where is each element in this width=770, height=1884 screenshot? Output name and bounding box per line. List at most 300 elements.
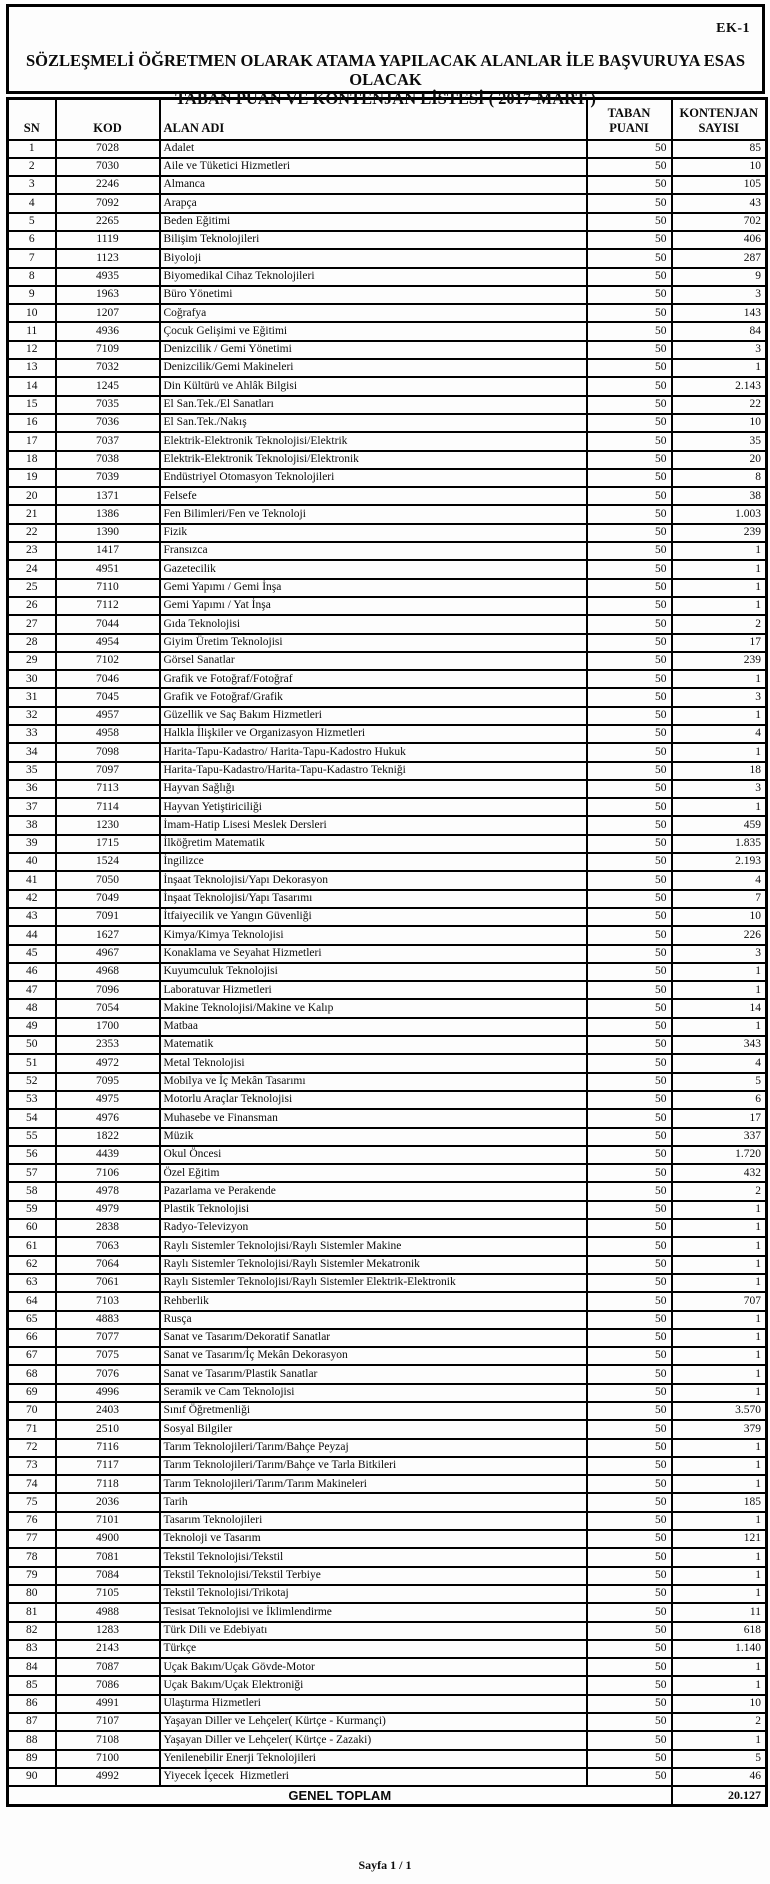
table-row xyxy=(8,1457,767,1475)
cell-alan-adi: Bilişim Teknolojileri xyxy=(160,231,587,249)
cell-kod: 1119 xyxy=(56,231,160,249)
table-row xyxy=(8,670,767,688)
cell-kod: 7100 xyxy=(56,1750,160,1768)
cell-sn: 7 xyxy=(8,249,56,267)
cell-kod: 4991 xyxy=(56,1695,160,1713)
cell-kontenjan-sayisi: 3 xyxy=(672,945,767,963)
cell-sn: 31 xyxy=(8,688,56,706)
cell-kontenjan-sayisi: 1 xyxy=(672,798,767,816)
cell-sn: 25 xyxy=(8,579,56,597)
cell-sn: 63 xyxy=(8,1274,56,1292)
cell-alan-adi: Metal Teknolojisi xyxy=(160,1054,587,1072)
cell-kod: 7096 xyxy=(56,981,160,999)
cell-alan-adi: Harita-Tapu-Kadastro/ Harita-Tapu-Kadostro Hukuk xyxy=(160,743,587,761)
col-header-sn: SN xyxy=(8,99,56,140)
cell-alan-adi: Coğrafya xyxy=(160,304,587,322)
table-row xyxy=(8,451,767,469)
cell-kontenjan-sayisi: 17 xyxy=(672,1109,767,1127)
cell-kod: 4975 xyxy=(56,1091,160,1109)
cell-sn: 69 xyxy=(8,1384,56,1402)
table-row xyxy=(8,322,767,340)
cell-kod: 4967 xyxy=(56,945,160,963)
cell-taban-puani: 50 xyxy=(587,505,672,523)
cell-alan-adi: Yenilenebilir Enerji Teknolojileri xyxy=(160,1750,587,1768)
cell-kontenjan-sayisi: 18 xyxy=(672,762,767,780)
cell-kod: 7037 xyxy=(56,432,160,450)
cell-kontenjan-sayisi: 20 xyxy=(672,451,767,469)
cell-taban-puani: 50 xyxy=(587,213,672,231)
cell-sn: 74 xyxy=(8,1475,56,1493)
table-row xyxy=(8,1256,767,1274)
cell-taban-puani: 50 xyxy=(587,286,672,304)
cell-kod: 7075 xyxy=(56,1347,160,1365)
cell-alan-adi: Sanat ve Tasarım/Plastik Sanatlar xyxy=(160,1365,587,1383)
cell-kod: 1627 xyxy=(56,926,160,944)
cell-alan-adi: İlköğretim Matematik xyxy=(160,835,587,853)
cell-alan-adi: Matematik xyxy=(160,1036,587,1054)
cell-alan-adi: Büro Yönetimi xyxy=(160,286,587,304)
cell-taban-puani: 50 xyxy=(587,1768,672,1786)
cell-kontenjan-sayisi: 1 xyxy=(672,359,767,377)
cell-kontenjan-sayisi: 343 xyxy=(672,1036,767,1054)
table-row xyxy=(8,634,767,652)
table-row xyxy=(8,743,767,761)
table-row xyxy=(8,469,767,487)
cell-sn: 76 xyxy=(8,1512,56,1530)
cell-alan-adi: Hayvan Sağlığı xyxy=(160,780,587,798)
table-row xyxy=(8,542,767,560)
cell-kontenjan-sayisi: 2.143 xyxy=(672,377,767,395)
document-body xyxy=(6,4,765,1807)
table-row xyxy=(8,707,767,725)
cell-alan-adi: İngilizce xyxy=(160,853,587,871)
cell-taban-puani: 50 xyxy=(587,1073,672,1091)
cell-kod: 7046 xyxy=(56,670,160,688)
table-row xyxy=(8,176,767,194)
cell-taban-puani: 50 xyxy=(587,652,672,670)
cell-alan-adi: Çocuk Gelişimi ve Eğitimi xyxy=(160,322,587,340)
table-row xyxy=(8,1713,767,1731)
cell-taban-puani: 50 xyxy=(587,981,672,999)
cell-kod: 7102 xyxy=(56,652,160,670)
cell-kod: 4958 xyxy=(56,725,160,743)
cell-alan-adi: Adalet xyxy=(160,140,587,158)
cell-sn: 27 xyxy=(8,615,56,633)
cell-kontenjan-sayisi: 1 xyxy=(672,1311,767,1329)
total-row xyxy=(8,1786,767,1805)
cell-taban-puani: 50 xyxy=(587,231,672,249)
table-row xyxy=(8,1750,767,1768)
table-row xyxy=(8,1530,767,1548)
cell-kod: 7091 xyxy=(56,908,160,926)
cell-kod: 7044 xyxy=(56,615,160,633)
table-row xyxy=(8,1201,767,1219)
cell-kod: 7050 xyxy=(56,871,160,889)
table-row xyxy=(8,432,767,450)
table-row xyxy=(8,1311,767,1329)
cell-sn: 24 xyxy=(8,560,56,578)
table-row xyxy=(8,579,767,597)
cell-taban-puani: 50 xyxy=(587,725,672,743)
cell-kontenjan-sayisi: 459 xyxy=(672,816,767,834)
cell-alan-adi: Grafik ve Fotoğraf/Grafik xyxy=(160,688,587,706)
cell-kod: 7084 xyxy=(56,1567,160,1585)
cell-kontenjan-sayisi: 6 xyxy=(672,1091,767,1109)
cell-kod: 7063 xyxy=(56,1237,160,1255)
cell-alan-adi: Tekstil Teknolojisi/Tekstil Terbiye xyxy=(160,1567,587,1585)
cell-alan-adi: Yaşayan Diller ve Lehçeler( Kürtçe - Kurmançi) xyxy=(160,1713,587,1731)
cell-kontenjan-sayisi: 7 xyxy=(672,890,767,908)
cell-kontenjan-sayisi: 10 xyxy=(672,158,767,176)
cell-sn: 83 xyxy=(8,1640,56,1658)
cell-kod: 7061 xyxy=(56,1274,160,1292)
cell-taban-puani: 50 xyxy=(587,615,672,633)
cell-kod: 7036 xyxy=(56,414,160,432)
cell-sn: 19 xyxy=(8,469,56,487)
cell-kod: 7113 xyxy=(56,780,160,798)
cell-sn: 30 xyxy=(8,670,56,688)
cell-kontenjan-sayisi: 1 xyxy=(672,707,767,725)
cell-kod: 4883 xyxy=(56,1311,160,1329)
cell-taban-puani: 50 xyxy=(587,194,672,212)
cell-kontenjan-sayisi: 1.720 xyxy=(672,1146,767,1164)
cell-alan-adi: Görsel Sanatlar xyxy=(160,652,587,670)
table-row xyxy=(8,1512,767,1530)
cell-kod: 1371 xyxy=(56,487,160,505)
cell-sn: 65 xyxy=(8,1311,56,1329)
cell-taban-puani: 50 xyxy=(587,1182,672,1200)
table-row xyxy=(8,1402,767,1420)
cell-taban-puani: 50 xyxy=(587,743,672,761)
cell-kontenjan-sayisi: 1 xyxy=(672,1347,767,1365)
cell-alan-adi: Sosyal Bilgiler xyxy=(160,1420,587,1438)
cell-alan-adi: Tasarım Teknolojileri xyxy=(160,1512,587,1530)
cell-taban-puani: 50 xyxy=(587,268,672,286)
cell-sn: 90 xyxy=(8,1768,56,1786)
cell-alan-adi: Raylı Sistemler Teknolojisi/Raylı Sistemler Makine xyxy=(160,1237,587,1255)
cell-kontenjan-sayisi: 3 xyxy=(672,688,767,706)
cell-sn: 71 xyxy=(8,1420,56,1438)
cell-taban-puani: 50 xyxy=(587,999,672,1017)
cell-kod: 7054 xyxy=(56,999,160,1017)
table-row xyxy=(8,1219,767,1237)
cell-kontenjan-sayisi: 1 xyxy=(672,1201,767,1219)
cell-taban-puani: 50 xyxy=(587,707,672,725)
cell-kontenjan-sayisi: 1 xyxy=(672,1731,767,1749)
cell-kod: 7049 xyxy=(56,890,160,908)
cell-sn: 80 xyxy=(8,1585,56,1603)
table-row xyxy=(8,652,767,670)
cell-alan-adi: Biyomedikal Cihaz Teknolojileri xyxy=(160,268,587,286)
cell-sn: 41 xyxy=(8,871,56,889)
cell-kod: 7077 xyxy=(56,1329,160,1347)
cell-taban-puani: 50 xyxy=(587,1695,672,1713)
cell-sn: 54 xyxy=(8,1109,56,1127)
cell-kod: 7092 xyxy=(56,194,160,212)
cell-sn: 59 xyxy=(8,1201,56,1219)
cell-taban-puani: 50 xyxy=(587,451,672,469)
col-header-kontenjan-line2: SAYISI xyxy=(698,120,740,135)
cell-kontenjan-sayisi: 1 xyxy=(672,1475,767,1493)
cell-taban-puani: 50 xyxy=(587,1493,672,1511)
cell-alan-adi: Biyoloji xyxy=(160,249,587,267)
cell-taban-puani: 50 xyxy=(587,560,672,578)
cell-kontenjan-sayisi: 1 xyxy=(672,1256,767,1274)
cell-sn: 17 xyxy=(8,432,56,450)
table-row xyxy=(8,762,767,780)
cell-alan-adi: Almanca xyxy=(160,176,587,194)
cell-kod: 4978 xyxy=(56,1182,160,1200)
cell-taban-puani: 50 xyxy=(587,945,672,963)
table-row xyxy=(8,1439,767,1457)
cell-taban-puani: 50 xyxy=(587,1676,672,1694)
cell-kod: 7064 xyxy=(56,1256,160,1274)
table-row xyxy=(8,1768,767,1786)
table-body xyxy=(8,140,767,1787)
table-row xyxy=(8,597,767,615)
table-row xyxy=(8,835,767,853)
cell-alan-adi: Pazarlama ve Perakende xyxy=(160,1182,587,1200)
cell-sn: 55 xyxy=(8,1128,56,1146)
cell-taban-puani: 50 xyxy=(587,871,672,889)
cell-sn: 21 xyxy=(8,505,56,523)
cell-kontenjan-sayisi: 2 xyxy=(672,615,767,633)
cell-taban-puani: 50 xyxy=(587,1128,672,1146)
cell-taban-puani: 50 xyxy=(587,1420,672,1438)
cell-taban-puani: 50 xyxy=(587,1274,672,1292)
cell-alan-adi: Türkçe xyxy=(160,1640,587,1658)
footer-page-number: Sayfa 1 / 1 xyxy=(358,1858,412,1872)
cell-alan-adi: İtfaiyecilik ve Yangın Güvenliği xyxy=(160,908,587,926)
cell-alan-adi: Müzik xyxy=(160,1128,587,1146)
cell-alan-adi: Sınıf Öğretmenliği xyxy=(160,1402,587,1420)
cell-kontenjan-sayisi: 1 xyxy=(672,1274,767,1292)
cell-kontenjan-sayisi: 14 xyxy=(672,999,767,1017)
cell-alan-adi: Gemi Yapımı / Gemi İnşa xyxy=(160,579,587,597)
cell-sn: 85 xyxy=(8,1676,56,1694)
cell-alan-adi: Fizik xyxy=(160,524,587,542)
cell-sn: 67 xyxy=(8,1347,56,1365)
cell-kontenjan-sayisi: 1 xyxy=(672,1439,767,1457)
cell-taban-puani: 50 xyxy=(587,1658,672,1676)
cell-kod: 7114 xyxy=(56,798,160,816)
cell-sn: 42 xyxy=(8,890,56,908)
cell-taban-puani: 50 xyxy=(587,1036,672,1054)
table-row xyxy=(8,560,767,578)
cell-kontenjan-sayisi: 406 xyxy=(672,231,767,249)
cell-sn: 57 xyxy=(8,1164,56,1182)
cell-sn: 40 xyxy=(8,853,56,871)
cell-kontenjan-sayisi: 226 xyxy=(672,926,767,944)
cell-sn: 26 xyxy=(8,597,56,615)
cell-sn: 79 xyxy=(8,1567,56,1585)
cell-alan-adi: El San.Tek./Nakış xyxy=(160,414,587,432)
cell-kod: 4900 xyxy=(56,1530,160,1548)
cell-kod: 2246 xyxy=(56,176,160,194)
table-row xyxy=(8,359,767,377)
cell-taban-puani: 50 xyxy=(587,1384,672,1402)
cell-kontenjan-sayisi: 17 xyxy=(672,634,767,652)
table-row xyxy=(8,1347,767,1365)
cell-sn: 32 xyxy=(8,707,56,725)
table-row xyxy=(8,945,767,963)
cell-sn: 9 xyxy=(8,286,56,304)
cell-sn: 15 xyxy=(8,396,56,414)
cell-alan-adi: Aile ve Tüketici Hizmetleri xyxy=(160,158,587,176)
table-row xyxy=(8,341,767,359)
cell-alan-adi: Harita-Tapu-Kadastro/Harita-Tapu-Kadastro Tekniği xyxy=(160,762,587,780)
col-header-kod: KOD xyxy=(56,99,160,140)
col-header-taban-line1: TABAN xyxy=(607,105,651,120)
cell-taban-puani: 50 xyxy=(587,1311,672,1329)
cell-alan-adi: Denizcilik/Gemi Makineleri xyxy=(160,359,587,377)
cell-sn: 52 xyxy=(8,1073,56,1091)
cell-taban-puani: 50 xyxy=(587,249,672,267)
total-value: 20.127 xyxy=(672,1786,767,1805)
cell-kontenjan-sayisi: 1 xyxy=(672,1329,767,1347)
cell-taban-puani: 50 xyxy=(587,1256,672,1274)
cell-kod: 7087 xyxy=(56,1658,160,1676)
cell-sn: 2 xyxy=(8,158,56,176)
cell-sn: 45 xyxy=(8,945,56,963)
cell-sn: 53 xyxy=(8,1091,56,1109)
cell-alan-adi: Güzellik ve Saç Bakım Hizmetleri xyxy=(160,707,587,725)
table-row xyxy=(8,1622,767,1640)
cell-taban-puani: 50 xyxy=(587,176,672,194)
cell-sn: 86 xyxy=(8,1695,56,1713)
cell-kontenjan-sayisi: 1 xyxy=(672,1018,767,1036)
cell-kontenjan-sayisi: 707 xyxy=(672,1292,767,1310)
cell-kontenjan-sayisi: 4 xyxy=(672,871,767,889)
cell-sn: 77 xyxy=(8,1530,56,1548)
table-row xyxy=(8,688,767,706)
cell-taban-puani: 50 xyxy=(587,670,672,688)
cell-sn: 11 xyxy=(8,322,56,340)
table-row xyxy=(8,926,767,944)
cell-kod: 1390 xyxy=(56,524,160,542)
doc-title-line2: TABAN PUAN VE KONTENJAN LİSTESİ ( 2017-MART ) xyxy=(175,89,596,108)
cell-kod: 4439 xyxy=(56,1146,160,1164)
cell-kontenjan-sayisi: 618 xyxy=(672,1622,767,1640)
cell-kontenjan-sayisi: 11 xyxy=(672,1603,767,1621)
cell-sn: 81 xyxy=(8,1603,56,1621)
cell-kontenjan-sayisi: 2.193 xyxy=(672,853,767,871)
cell-sn: 50 xyxy=(8,1036,56,1054)
table-row xyxy=(8,871,767,889)
cell-sn: 34 xyxy=(8,743,56,761)
cell-kod: 7116 xyxy=(56,1439,160,1457)
cell-alan-adi: Beden Eğitimi xyxy=(160,213,587,231)
cell-alan-adi: Okul Öncesi xyxy=(160,1146,587,1164)
table-row xyxy=(8,1640,767,1658)
cell-taban-puani: 50 xyxy=(587,1750,672,1768)
cell-kontenjan-sayisi: 5 xyxy=(672,1073,767,1091)
cell-sn: 37 xyxy=(8,798,56,816)
cell-kod: 4979 xyxy=(56,1201,160,1219)
cell-sn: 66 xyxy=(8,1329,56,1347)
cell-sn: 49 xyxy=(8,1018,56,1036)
cell-kontenjan-sayisi: 337 xyxy=(672,1128,767,1146)
cell-kontenjan-sayisi: 432 xyxy=(672,1164,767,1182)
table-row xyxy=(8,1164,767,1182)
cell-kontenjan-sayisi: 1 xyxy=(672,579,767,597)
cell-kontenjan-sayisi: 3 xyxy=(672,341,767,359)
cell-kontenjan-sayisi: 143 xyxy=(672,304,767,322)
table-row xyxy=(8,963,767,981)
table-row xyxy=(8,194,767,212)
cell-taban-puani: 50 xyxy=(587,890,672,908)
col-header-alan-adi: ALAN ADI xyxy=(160,99,587,140)
table-row xyxy=(8,1109,767,1127)
cell-alan-adi: Gıda Teknolojisi xyxy=(160,615,587,633)
table-row xyxy=(8,1292,767,1310)
cell-taban-puani: 50 xyxy=(587,542,672,560)
cell-kontenjan-sayisi: 121 xyxy=(672,1530,767,1548)
cell-taban-puani: 50 xyxy=(587,1603,672,1621)
cell-alan-adi: Özel Eğitim xyxy=(160,1164,587,1182)
cell-sn: 36 xyxy=(8,780,56,798)
cell-alan-adi: Teknoloji ve Tasarım xyxy=(160,1530,587,1548)
cell-kod: 1417 xyxy=(56,542,160,560)
cell-taban-puani: 50 xyxy=(587,1219,672,1237)
table-row xyxy=(8,1658,767,1676)
table-row xyxy=(8,1237,767,1255)
cell-kontenjan-sayisi: 239 xyxy=(672,524,767,542)
table-row xyxy=(8,1585,767,1603)
cell-kontenjan-sayisi: 1 xyxy=(672,963,767,981)
table-row xyxy=(8,1475,767,1493)
cell-alan-adi: Yaşayan Diller ve Lehçeler( Kürtçe - Zazaki) xyxy=(160,1731,587,1749)
cell-alan-adi: Türk Dili ve Edebiyatı xyxy=(160,1622,587,1640)
cell-sn: 4 xyxy=(8,194,56,212)
cell-taban-puani: 50 xyxy=(587,1018,672,1036)
cell-taban-puani: 50 xyxy=(587,487,672,505)
cell-kod: 1230 xyxy=(56,816,160,834)
col-header-kontenjan-line1: KONTENJAN xyxy=(679,105,758,120)
cell-sn: 70 xyxy=(8,1402,56,1420)
cell-kontenjan-sayisi: 1 xyxy=(672,743,767,761)
cell-alan-adi: Konaklama ve Seyahat Hizmetleri xyxy=(160,945,587,963)
cell-kod: 7103 xyxy=(56,1292,160,1310)
cell-alan-adi: Seramik ve Cam Teknolojisi xyxy=(160,1384,587,1402)
cell-taban-puani: 50 xyxy=(587,469,672,487)
cell-taban-puani: 50 xyxy=(587,926,672,944)
cell-taban-puani: 50 xyxy=(587,579,672,597)
cell-kontenjan-sayisi: 1 xyxy=(672,1676,767,1694)
cell-alan-adi: Plastik Teknolojisi xyxy=(160,1201,587,1219)
cell-alan-adi: Kuyumculuk Teknolojisi xyxy=(160,963,587,981)
title-box xyxy=(6,4,765,108)
cell-sn: 12 xyxy=(8,341,56,359)
cell-alan-adi: Hayvan Yetiştiriciliği xyxy=(160,798,587,816)
cell-taban-puani: 50 xyxy=(587,1585,672,1603)
cell-kod: 4954 xyxy=(56,634,160,652)
cell-alan-adi: Rusça xyxy=(160,1311,587,1329)
cell-kontenjan-sayisi: 239 xyxy=(672,652,767,670)
cell-sn: 61 xyxy=(8,1237,56,1255)
cell-taban-puani: 50 xyxy=(587,798,672,816)
table-row xyxy=(8,725,767,743)
cell-alan-adi: Tekstil Teknolojisi/Tekstil xyxy=(160,1548,587,1566)
cell-kontenjan-sayisi: 22 xyxy=(672,396,767,414)
cell-kontenjan-sayisi: 46 xyxy=(672,1768,767,1786)
cell-kontenjan-sayisi: 1 xyxy=(672,1365,767,1383)
table-row xyxy=(8,1182,767,1200)
cell-kod: 2838 xyxy=(56,1219,160,1237)
cell-kontenjan-sayisi: 105 xyxy=(672,176,767,194)
cell-sn: 14 xyxy=(8,377,56,395)
cell-alan-adi: Uçak Bakım/Uçak Elektroniği xyxy=(160,1676,587,1694)
